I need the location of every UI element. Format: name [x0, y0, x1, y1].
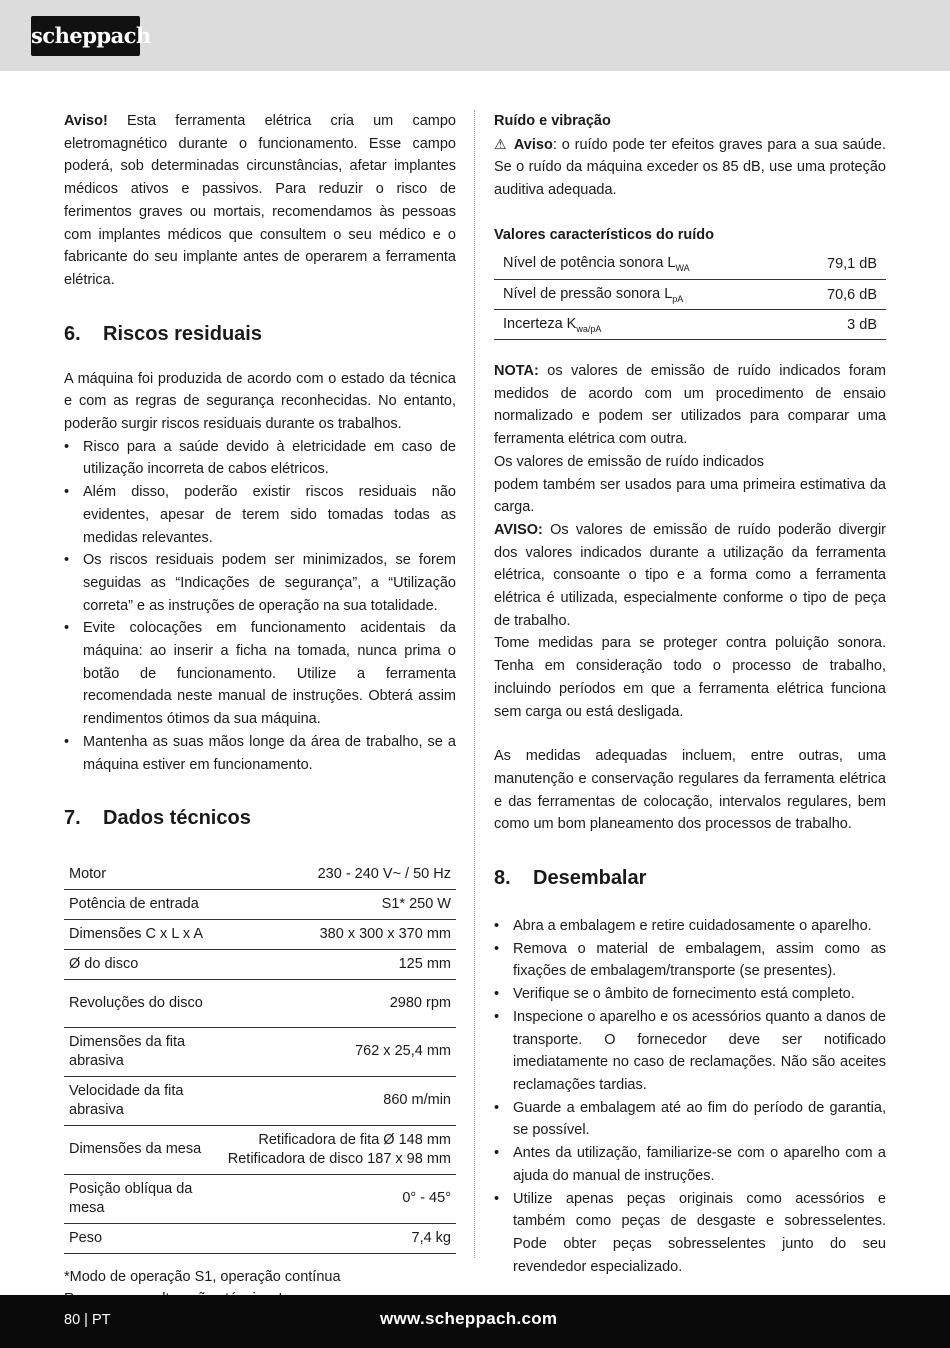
tech-label: Ø do disco — [64, 949, 214, 979]
emf-warning-text: Esta ferramenta elétrica cria um campo eletromagnético durante o funcionamento. Esse campo poderá, sob determinadas circunstâncias, afetar implantes médicos ativos e passivos. Para reduzir o risco de ferimentos graves ou mortais, recomendamos às pessoas com implantes médicos que consultem o seu médico e o fabricante do seu implante antes de operarem a ferramenta elétrica. — [64, 113, 456, 288]
section-7-number: 7. — [64, 807, 81, 830]
section-6-heading — [64, 321, 456, 347]
column-divider — [474, 110, 475, 1258]
table-row — [494, 280, 886, 310]
tech-value-line: Retificadora de disco 187 x 98 mm — [227, 1150, 451, 1167]
noise-warning-text: : o ruído pode ter efeitos graves para a sua saúde. Se o ruído da máquina exceder os 85 dB, use uma proteção auditiva adequada. — [494, 136, 887, 199]
noise-label-sub: pA — [672, 293, 684, 304]
technical-data-table — [64, 859, 456, 1254]
tech-value: 2980 rpm — [214, 979, 456, 1027]
section-8-heading — [494, 865, 886, 891]
tech-label: Dimensões da mesa — [64, 1125, 214, 1174]
tech-label: Revoluções do disco — [64, 979, 214, 1027]
left-column — [64, 110, 456, 1311]
table-row — [494, 250, 886, 280]
page-header — [0, 0, 950, 71]
noise-warning-label: Aviso — [513, 136, 553, 153]
section-8-title: Desembalar — [533, 867, 647, 890]
residual-risks-list — [64, 436, 456, 777]
table-row — [64, 1027, 456, 1076]
list-item: • Abra a embalagem e retire cuidadosamente o aparelho. — [494, 915, 886, 938]
list-item: • Remova o material de embalagem, assim como as fixações de embalagem/transporte (se presentes). — [494, 938, 886, 983]
emf-warning — [64, 110, 456, 292]
page-footer — [0, 1295, 950, 1348]
values-line-2: podem também ser usados para uma primeira estimativa da carga. — [494, 476, 886, 516]
list-item: • Evite colocações em funcionamento acidentais da máquina: ao inserir a ficha na tomada, nunca prima o botão de funcionamento. Utilize a ferramenta recomendada neste manual de instruções. Obterá assim rendimentos ótimos da sua máquina. — [64, 617, 456, 731]
table-row — [494, 310, 886, 340]
list-item: • Utilize apenas peças originais como acessórios e também como peças de desgaste e sobresselentes. Pode obter peças sobresselentes junto do seu revendedor especializado. — [494, 1188, 886, 1279]
nota-text: os valores de emissão de ruído indicados foram medidos de acordo com um procedimento de ensaio normalizado e podem ser utilizados para comparar uma ferramenta elétrica com outra. — [494, 363, 886, 448]
tech-footnote: *Modo de operação S1, operação contínua — [64, 1268, 341, 1285]
tech-value-line: Retificadora de fita Ø 148 mm — [258, 1131, 451, 1148]
noise-label-text: Incerteza K — [503, 315, 577, 332]
tech-label: Potência de entrada — [64, 889, 214, 919]
section-6-number: 6. — [64, 322, 81, 345]
noise-value: 79,1 dB — [788, 250, 886, 280]
tech-value — [214, 1125, 456, 1174]
list-item: • Antes da utilização, familiarize-se com o aparelho com a ajuda do manual de instruções. — [494, 1142, 886, 1187]
section-6-intro: A máquina foi produzida de acordo com o estado da técnica e com as regras de segurança reconhecidas. No entanto, poderão surgir riscos residuais durante os trabalhos. — [64, 370, 456, 433]
measures-paragraph: Tome medidas para se proteger contra poluição sonora. Tenha em consideração todo o processo de trabalho, incluindo períodos em que a ferramenta elétrica funciona sem carga ou está desligada. — [494, 635, 886, 720]
tech-label: Dimensões C x L x A — [64, 919, 214, 949]
aviso-paragraph — [494, 519, 886, 633]
noise-label-text: Nível de pressão sonora L — [503, 285, 673, 302]
noise-label-sub: wa/pA — [576, 323, 602, 334]
noise-label-sub: WA — [675, 263, 690, 274]
tech-label: Motor — [64, 859, 214, 889]
list-item: • Inspecione o aparelho e os acessórios quanto a danos de transporte. O fornecedor deve ser notificado imediatamente no caso de reclamações. Não são aceites reclamações tardias. — [494, 1006, 886, 1097]
tech-value: S1* 250 W — [214, 889, 456, 919]
tech-label: Posição oblíqua da mesa — [64, 1174, 214, 1223]
unpacking-list — [494, 915, 886, 1278]
website-url: www.scheppach.com — [380, 1309, 558, 1328]
noise-label — [494, 310, 788, 340]
noise-heading — [494, 110, 886, 133]
table-row — [64, 859, 456, 889]
table-row — [64, 889, 456, 919]
table-row — [64, 919, 456, 949]
tech-value: 125 mm — [214, 949, 456, 979]
section-7-title: Dados técnicos — [103, 807, 251, 830]
emf-warning-label: Aviso! — [64, 113, 108, 129]
tech-value: 7,4 kg — [214, 1223, 456, 1253]
table-row — [64, 979, 456, 1027]
values-line-1: Os valores de emissão de ruído indicados — [494, 453, 765, 470]
list-item: • Risco para a saúde devido à eletricidade em caso de utilização incorreta de cabos elétricos. — [64, 436, 456, 481]
noise-heading-text: Ruído e vibração — [494, 113, 611, 129]
table-row — [64, 1174, 456, 1223]
list-item: • Os riscos residuais podem ser minimizados, se forem seguidas as “Indicações de segurança”, a “Utilização correta” e as instruções de operação na sua totalidade. — [64, 549, 456, 617]
noise-values-heading — [494, 224, 886, 247]
aviso-text: Os valores de emissão de ruído poderão divergir dos valores indicados durante a utilização da ferramenta elétrica, consoante o tipo e a forma como a ferramenta elétrica é utilizada, especialmente conforme o tipo de peça de trabalho. — [494, 521, 886, 629]
right-column — [494, 110, 886, 1278]
noise-warning — [494, 133, 886, 202]
table-row — [64, 1223, 456, 1253]
noise-value: 3 dB — [788, 310, 886, 340]
section-6-title: Riscos residuais — [103, 322, 262, 345]
tech-value: 230 - 240 V~ / 50 Hz — [214, 859, 456, 889]
tech-label: Peso — [64, 1223, 214, 1253]
adequate-measures-paragraph: As medidas adequadas incluem, entre outras, uma manutenção e conservação regulares da ferramenta elétrica e das ferramentas de colocação, intervalos regulares, bem como um bom planeamento dos processos de trabalho. — [494, 748, 886, 833]
noise-values-table — [494, 250, 886, 341]
tech-label: Dimensões da fita abrasiva — [64, 1027, 214, 1076]
list-item: • Além disso, poderão existir riscos residuais não evidentes, apesar de terem sido tomadas todas as medidas relevantes. — [64, 481, 456, 549]
noise-label — [494, 250, 788, 280]
noise-label-text: Nível de potência sonora L — [503, 255, 676, 272]
section-7-heading — [64, 805, 456, 831]
tech-value: 0° - 45° — [214, 1174, 456, 1223]
noise-values-heading-text: Valores característicos do ruído — [494, 226, 715, 243]
aviso-label: AVISO: — [494, 521, 543, 538]
noise-value: 70,6 dB — [788, 280, 886, 310]
list-item: • Guarde a embalagem até ao fim do período de garantia, se possível. — [494, 1097, 886, 1142]
table-row — [64, 949, 456, 979]
noise-label — [494, 280, 788, 310]
tech-value: 762 x 25,4 mm — [214, 1027, 456, 1076]
table-row — [64, 1076, 456, 1125]
section-8-number: 8. — [494, 867, 511, 890]
table-row — [64, 1125, 456, 1174]
nota-label: NOTA: — [494, 363, 539, 380]
tech-value: 860 m/min — [214, 1076, 456, 1125]
warning-triangle-icon: ⚠ — [494, 135, 507, 152]
brand-logo: scheppach — [31, 16, 140, 56]
page-number: 80 | PT — [64, 1312, 111, 1328]
tech-label: Velocidade da fita abrasiva — [64, 1076, 214, 1125]
nota-paragraph — [494, 360, 886, 451]
list-item: • Mantenha as suas mãos longe da área de trabalho, se a máquina estiver em funcionamento. — [64, 731, 456, 776]
tech-value: 380 x 300 x 370 mm — [214, 919, 456, 949]
list-item: • Verifique se o âmbito de fornecimento está completo. — [494, 983, 886, 1006]
